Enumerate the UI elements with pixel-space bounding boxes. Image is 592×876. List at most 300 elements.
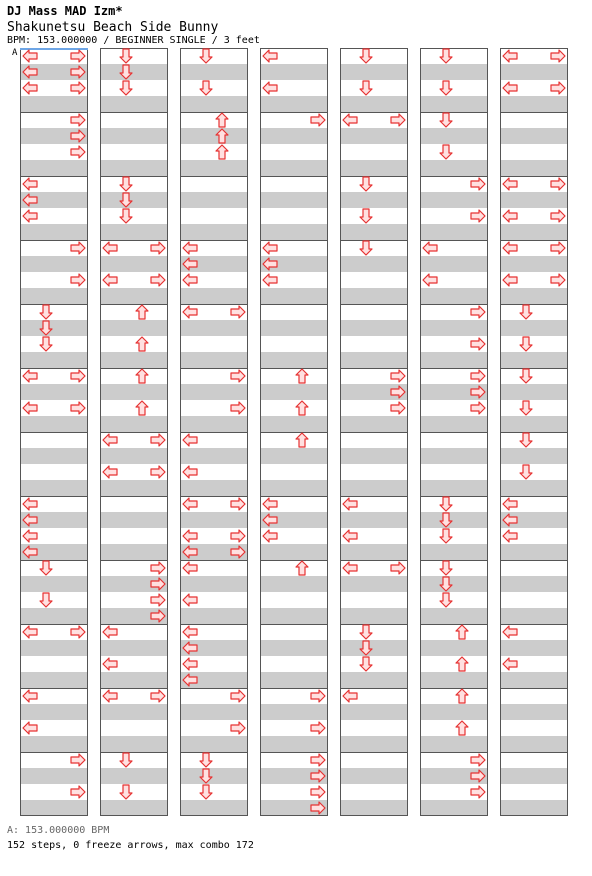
- beat-stripe: [420, 480, 488, 496]
- left-arrow-icon: [503, 274, 517, 286]
- beat-stripe: [180, 768, 248, 784]
- down-arrow-icon: [120, 81, 132, 95]
- left-arrow-icon: [23, 82, 37, 94]
- down-arrow-icon: [120, 49, 132, 63]
- beat-stripe: [20, 320, 88, 336]
- up-arrow-icon: [296, 561, 308, 575]
- beat-stripe: [100, 64, 168, 80]
- beat-stripe: [260, 96, 328, 112]
- beat-stripe: [20, 768, 88, 784]
- down-arrow-icon: [440, 529, 452, 543]
- beat-stripe: [100, 192, 168, 208]
- right-arrow-icon: [151, 562, 165, 574]
- beat-stripe: [420, 672, 488, 688]
- right-arrow-icon: [71, 626, 85, 638]
- right-arrow-icon: [551, 242, 565, 254]
- beat-stripe: [20, 352, 88, 368]
- right-arrow-icon: [231, 530, 245, 542]
- beat-stripe: [260, 608, 328, 624]
- beat-stripe: [260, 704, 328, 720]
- beat-stripe: [100, 736, 168, 752]
- beat-stripe: [20, 704, 88, 720]
- left-arrow-icon: [23, 178, 37, 190]
- beat-stripe: [100, 288, 168, 304]
- beat-stripe: [20, 672, 88, 688]
- beat-stripe: [420, 192, 488, 208]
- down-arrow-icon: [520, 305, 532, 319]
- beat-stripe: [420, 320, 488, 336]
- left-arrow-icon: [343, 530, 357, 542]
- beat-stripe: [420, 640, 488, 656]
- right-arrow-icon: [151, 594, 165, 606]
- beat-stripe: [260, 128, 328, 144]
- chart-subtitle: BPM: 153.000000 / BEGINNER SINGLE / 3 feet: [7, 35, 260, 46]
- up-arrow-icon: [216, 145, 228, 159]
- beat-stripe: [180, 512, 248, 528]
- beat-stripe: [100, 224, 168, 240]
- beat-stripe: [340, 320, 408, 336]
- left-arrow-icon: [23, 626, 37, 638]
- down-arrow-icon: [360, 177, 372, 191]
- beat-stripe: [100, 640, 168, 656]
- left-arrow-icon: [503, 498, 517, 510]
- left-arrow-icon: [503, 658, 517, 670]
- right-arrow-icon: [151, 242, 165, 254]
- right-arrow-icon: [71, 274, 85, 286]
- beat-stripe: [180, 736, 248, 752]
- left-arrow-icon: [343, 562, 357, 574]
- beat-stripe: [180, 480, 248, 496]
- left-arrow-icon: [23, 530, 37, 542]
- beat-stripe: [500, 704, 568, 720]
- beat-stripe: [420, 160, 488, 176]
- left-arrow-icon: [503, 626, 517, 638]
- beat-stripe: [340, 416, 408, 432]
- right-arrow-icon: [231, 306, 245, 318]
- beat-stripe: [500, 352, 568, 368]
- beat-stripe: [20, 224, 88, 240]
- up-arrow-icon: [136, 305, 148, 319]
- right-arrow-icon: [311, 690, 325, 702]
- beat-stripe: [180, 320, 248, 336]
- left-arrow-icon: [183, 658, 197, 670]
- beat-stripe: [20, 384, 88, 400]
- beat-stripe: [500, 64, 568, 80]
- beat-stripe: [500, 384, 568, 400]
- beat-stripe: [340, 256, 408, 272]
- left-arrow-icon: [23, 210, 37, 222]
- beat-stripe: [420, 608, 488, 624]
- beat-stripe: [420, 576, 488, 592]
- left-arrow-icon: [23, 722, 37, 734]
- beat-stripe: [260, 640, 328, 656]
- left-arrow-icon: [23, 498, 37, 510]
- beat-stripe: [260, 224, 328, 240]
- beat-stripe: [340, 576, 408, 592]
- beat-stripe: [100, 384, 168, 400]
- beat-stripe: [180, 608, 248, 624]
- left-arrow-icon: [503, 530, 517, 542]
- beat-stripe: [100, 480, 168, 496]
- beat-stripe: [500, 480, 568, 496]
- beat-stripe: [420, 416, 488, 432]
- beat-stripe: [500, 320, 568, 336]
- song-title: Shakunetsu Beach Side Bunny: [7, 20, 219, 35]
- beat-stripe: [500, 128, 568, 144]
- beat-stripe: [180, 96, 248, 112]
- left-arrow-icon: [103, 658, 117, 670]
- beat-stripe: [340, 640, 408, 656]
- down-arrow-icon: [360, 81, 372, 95]
- right-arrow-icon: [391, 114, 405, 126]
- beat-stripe: [100, 416, 168, 432]
- right-arrow-icon: [151, 434, 165, 446]
- chart-column: [180, 49, 248, 817]
- chart-column: [20, 49, 88, 817]
- down-arrow-icon: [440, 81, 452, 95]
- beat-stripe: [260, 288, 328, 304]
- beat-stripe: [260, 576, 328, 592]
- up-arrow-icon: [136, 401, 148, 415]
- beat-stripe: [500, 736, 568, 752]
- bpm-marker-label: A: [12, 48, 18, 58]
- left-arrow-icon: [263, 274, 277, 286]
- beat-stripe: [260, 160, 328, 176]
- beat-stripe: [260, 320, 328, 336]
- right-arrow-icon: [471, 786, 485, 798]
- left-arrow-icon: [263, 82, 277, 94]
- beat-stripe: [420, 512, 488, 528]
- down-arrow-icon: [120, 209, 132, 223]
- beat-stripe: [340, 768, 408, 784]
- down-arrow-icon: [360, 241, 372, 255]
- down-arrow-icon: [120, 753, 132, 767]
- beat-stripe: [340, 192, 408, 208]
- beat-stripe: [420, 288, 488, 304]
- right-arrow-icon: [231, 498, 245, 510]
- beat-stripe: [500, 192, 568, 208]
- right-arrow-icon: [471, 754, 485, 766]
- beat-stripe: [500, 800, 568, 816]
- left-arrow-icon: [103, 690, 117, 702]
- left-arrow-icon: [183, 306, 197, 318]
- beat-stripe: [180, 160, 248, 176]
- down-arrow-icon: [40, 593, 52, 607]
- left-arrow-icon: [103, 626, 117, 638]
- right-arrow-icon: [471, 210, 485, 222]
- left-arrow-icon: [183, 530, 197, 542]
- right-arrow-icon: [551, 210, 565, 222]
- right-arrow-icon: [71, 754, 85, 766]
- beat-stripe: [260, 64, 328, 80]
- left-arrow-icon: [103, 466, 117, 478]
- right-arrow-icon: [551, 274, 565, 286]
- up-arrow-icon: [456, 721, 468, 735]
- left-arrow-icon: [183, 242, 197, 254]
- chart-column: [420, 49, 488, 817]
- right-arrow-icon: [391, 562, 405, 574]
- right-arrow-icon: [471, 402, 485, 414]
- beat-stripe: [180, 64, 248, 80]
- beat-stripe: [260, 672, 328, 688]
- beat-stripe: [340, 64, 408, 80]
- beat-stripe: [500, 256, 568, 272]
- beat-stripe: [500, 448, 568, 464]
- beat-stripe: [100, 672, 168, 688]
- down-arrow-icon: [40, 305, 52, 319]
- beat-stripe: [340, 224, 408, 240]
- beat-stripe: [500, 224, 568, 240]
- beat-stripe: [340, 544, 408, 560]
- down-arrow-icon: [200, 81, 212, 95]
- beat-stripe: [500, 768, 568, 784]
- down-arrow-icon: [520, 433, 532, 447]
- beat-stripe: [180, 704, 248, 720]
- beat-stripe: [420, 64, 488, 80]
- down-arrow-icon: [40, 337, 52, 351]
- left-arrow-icon: [183, 434, 197, 446]
- right-arrow-icon: [311, 754, 325, 766]
- beat-stripe: [420, 224, 488, 240]
- right-arrow-icon: [311, 722, 325, 734]
- beat-stripe: [260, 544, 328, 560]
- up-arrow-icon: [296, 401, 308, 415]
- left-arrow-icon: [503, 242, 517, 254]
- right-arrow-icon: [551, 50, 565, 62]
- chart-column: [260, 49, 328, 817]
- beat-stripe: [420, 736, 488, 752]
- down-arrow-icon: [520, 401, 532, 415]
- left-arrow-icon: [263, 530, 277, 542]
- footer-step-stats: 152 steps, 0 freeze arrows, max combo 172: [7, 840, 254, 851]
- left-arrow-icon: [263, 498, 277, 510]
- down-arrow-icon: [360, 625, 372, 639]
- left-arrow-icon: [503, 50, 517, 62]
- right-arrow-icon: [311, 786, 325, 798]
- down-arrow-icon: [200, 785, 212, 799]
- right-arrow-icon: [391, 402, 405, 414]
- right-arrow-icon: [151, 466, 165, 478]
- left-arrow-icon: [263, 50, 277, 62]
- beat-stripe: [340, 704, 408, 720]
- beat-stripe: [260, 736, 328, 752]
- beat-stripe: [180, 224, 248, 240]
- left-arrow-icon: [183, 466, 197, 478]
- right-arrow-icon: [471, 338, 485, 350]
- beat-stripe: [420, 544, 488, 560]
- beat-stripe: [180, 384, 248, 400]
- right-arrow-icon: [71, 370, 85, 382]
- up-arrow-icon: [296, 369, 308, 383]
- beat-stripe: [20, 640, 88, 656]
- beat-stripe: [420, 352, 488, 368]
- beat-stripe: [420, 800, 488, 816]
- beat-stripe: [420, 704, 488, 720]
- left-arrow-icon: [103, 274, 117, 286]
- beat-stripe: [180, 352, 248, 368]
- up-arrow-icon: [456, 625, 468, 639]
- beat-stripe: [180, 192, 248, 208]
- right-arrow-icon: [151, 274, 165, 286]
- beat-stripe: [260, 352, 328, 368]
- down-arrow-icon: [440, 113, 452, 127]
- beat-stripe: [340, 608, 408, 624]
- right-arrow-icon: [71, 402, 85, 414]
- beat-stripe: [20, 608, 88, 624]
- left-arrow-icon: [263, 242, 277, 254]
- down-arrow-icon: [360, 657, 372, 671]
- beat-stripe: [260, 416, 328, 432]
- beat-stripe: [420, 448, 488, 464]
- beat-stripe: [340, 160, 408, 176]
- beat-stripe: [100, 128, 168, 144]
- down-arrow-icon: [440, 497, 452, 511]
- right-arrow-icon: [551, 178, 565, 190]
- beat-stripe: [340, 512, 408, 528]
- beat-stripe: [340, 288, 408, 304]
- beat-stripe: [20, 800, 88, 816]
- beat-stripe: [340, 128, 408, 144]
- beat-stripe: [260, 480, 328, 496]
- beat-stripe: [180, 416, 248, 432]
- beat-stripe: [340, 736, 408, 752]
- beat-stripe: [100, 160, 168, 176]
- left-arrow-icon: [423, 274, 437, 286]
- beat-stripe: [20, 96, 88, 112]
- right-arrow-icon: [151, 690, 165, 702]
- beat-stripe: [100, 96, 168, 112]
- down-arrow-icon: [200, 753, 212, 767]
- up-arrow-icon: [296, 433, 308, 447]
- beat-stripe: [500, 544, 568, 560]
- left-arrow-icon: [343, 114, 357, 126]
- left-arrow-icon: [183, 274, 197, 286]
- down-arrow-icon: [120, 785, 132, 799]
- beat-stripe: [340, 96, 408, 112]
- beat-stripe: [500, 96, 568, 112]
- down-arrow-icon: [520, 465, 532, 479]
- beat-stripe: [20, 288, 88, 304]
- right-arrow-icon: [231, 402, 245, 414]
- beat-stripe: [340, 352, 408, 368]
- left-arrow-icon: [423, 242, 437, 254]
- left-arrow-icon: [103, 242, 117, 254]
- left-arrow-icon: [23, 370, 37, 382]
- up-arrow-icon: [456, 657, 468, 671]
- up-arrow-icon: [136, 337, 148, 351]
- chart-column: [340, 49, 408, 817]
- left-arrow-icon: [503, 82, 517, 94]
- left-arrow-icon: [183, 594, 197, 606]
- footer-bpm-info: A: 153.000000 BPM: [7, 825, 110, 836]
- beat-stripe: [500, 288, 568, 304]
- right-arrow-icon: [551, 82, 565, 94]
- beat-stripe: [20, 256, 88, 272]
- beat-stripe: [100, 448, 168, 464]
- down-arrow-icon: [520, 337, 532, 351]
- beat-stripe: [100, 320, 168, 336]
- beat-stripe: [340, 800, 408, 816]
- beat-stripe: [420, 128, 488, 144]
- left-arrow-icon: [503, 178, 517, 190]
- right-arrow-icon: [471, 178, 485, 190]
- left-arrow-icon: [23, 690, 37, 702]
- beat-stripe: [100, 512, 168, 528]
- beat-stripe: [100, 800, 168, 816]
- beat-stripe: [500, 576, 568, 592]
- beat-stripe: [100, 704, 168, 720]
- beat-stripe: [260, 448, 328, 464]
- up-arrow-icon: [136, 369, 148, 383]
- left-arrow-icon: [23, 50, 37, 62]
- beat-stripe: [180, 800, 248, 816]
- right-arrow-icon: [231, 722, 245, 734]
- beat-stripe: [500, 640, 568, 656]
- right-arrow-icon: [71, 146, 85, 158]
- down-arrow-icon: [520, 369, 532, 383]
- beat-stripe: [500, 160, 568, 176]
- beat-stripe: [180, 128, 248, 144]
- beat-stripe: [500, 672, 568, 688]
- beat-stripe: [340, 480, 408, 496]
- left-arrow-icon: [23, 402, 37, 414]
- beat-stripe: [100, 256, 168, 272]
- down-arrow-icon: [40, 561, 52, 575]
- beat-stripe: [180, 288, 248, 304]
- right-arrow-icon: [231, 690, 245, 702]
- down-arrow-icon: [440, 145, 452, 159]
- down-arrow-icon: [440, 593, 452, 607]
- beat-stripe: [100, 352, 168, 368]
- up-arrow-icon: [456, 689, 468, 703]
- beat-stripe: [20, 416, 88, 432]
- beat-stripe: [20, 736, 88, 752]
- up-arrow-icon: [216, 113, 228, 127]
- artist-name: DJ Mass MAD Izm*: [7, 4, 123, 18]
- beat-stripe: [260, 192, 328, 208]
- left-arrow-icon: [343, 690, 357, 702]
- chart-column: [500, 49, 568, 817]
- beat-stripe: [340, 448, 408, 464]
- right-arrow-icon: [71, 82, 85, 94]
- down-arrow-icon: [440, 49, 452, 63]
- beat-stripe: [500, 416, 568, 432]
- beat-stripe: [340, 672, 408, 688]
- left-arrow-icon: [183, 498, 197, 510]
- left-arrow-icon: [503, 210, 517, 222]
- chart-column: [100, 49, 168, 817]
- beat-stripe: [500, 608, 568, 624]
- right-arrow-icon: [71, 786, 85, 798]
- down-arrow-icon: [120, 177, 132, 191]
- left-arrow-icon: [103, 434, 117, 446]
- left-arrow-icon: [183, 562, 197, 574]
- beat-stripe: [100, 768, 168, 784]
- beat-stripe: [260, 384, 328, 400]
- right-arrow-icon: [71, 242, 85, 254]
- down-arrow-icon: [360, 209, 372, 223]
- left-arrow-icon: [343, 498, 357, 510]
- right-arrow-icon: [391, 370, 405, 382]
- beat-stripe: [20, 576, 88, 592]
- right-arrow-icon: [311, 114, 325, 126]
- beat-stripe: [180, 448, 248, 464]
- right-arrow-icon: [71, 50, 85, 62]
- beat-stripe: [100, 544, 168, 560]
- beat-stripe: [20, 448, 88, 464]
- beat-stripe: [20, 160, 88, 176]
- beat-stripe: [420, 256, 488, 272]
